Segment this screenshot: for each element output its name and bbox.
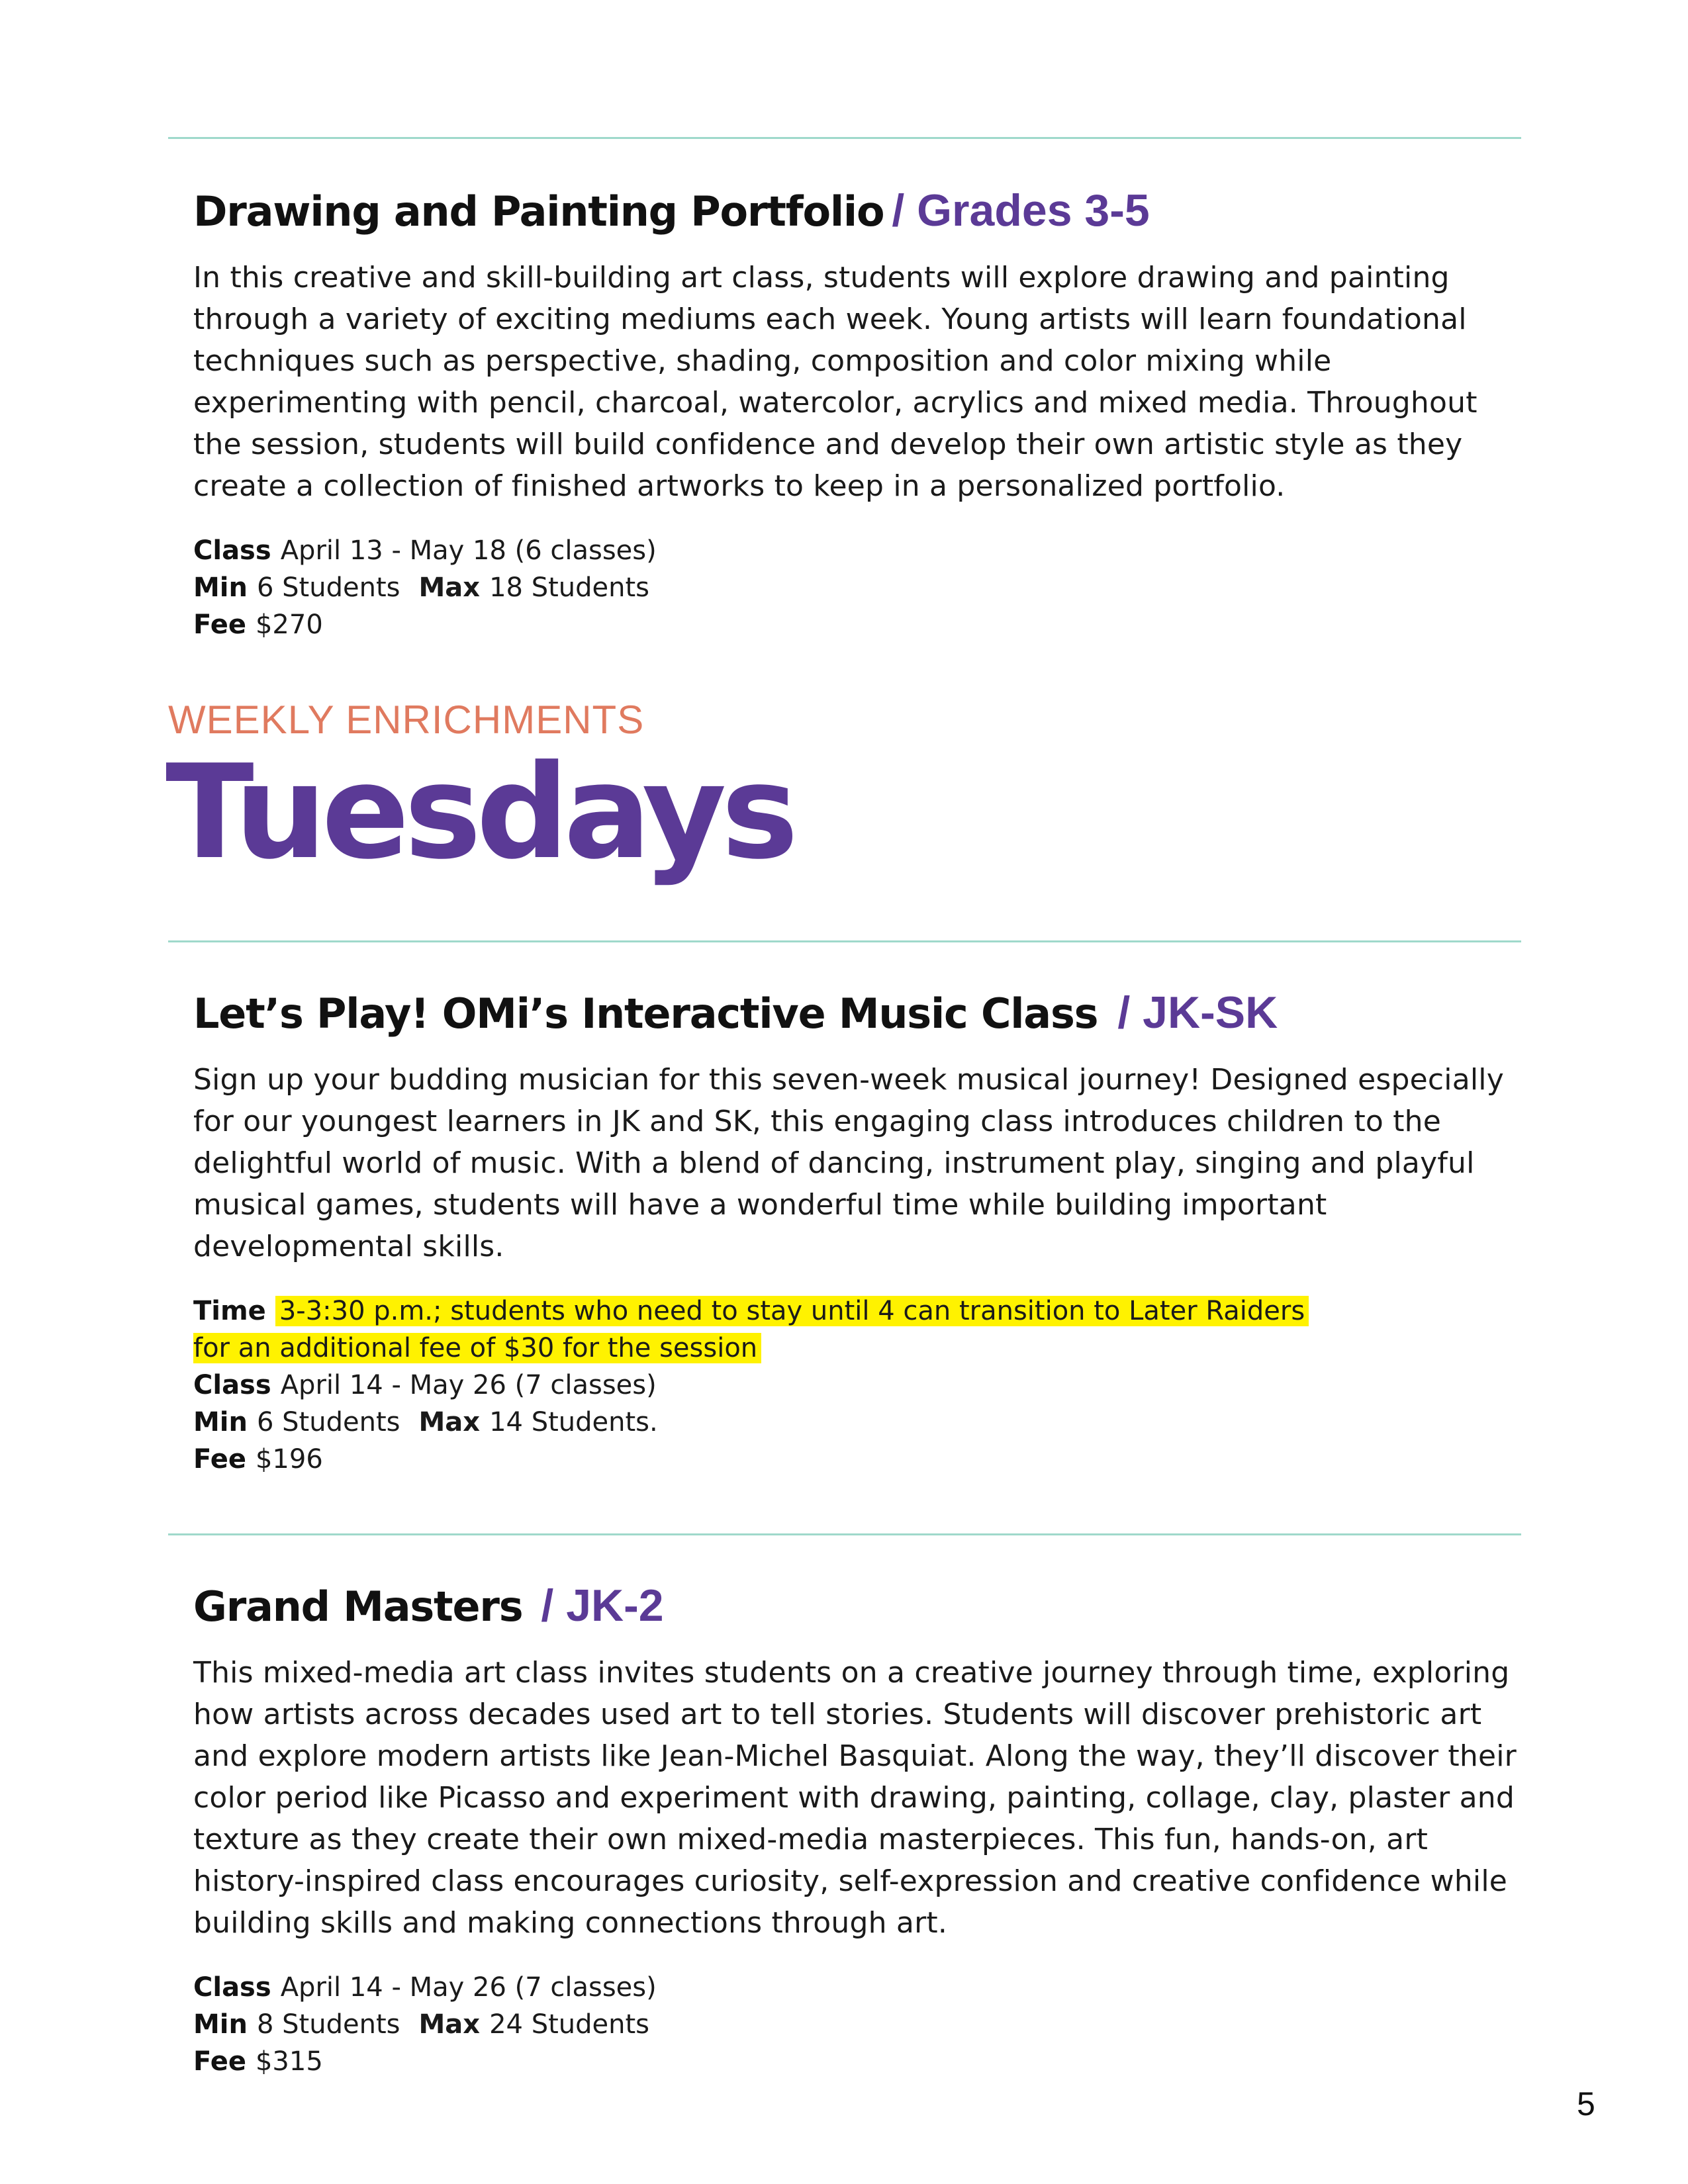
max-label: Max <box>418 2009 481 2040</box>
course-description: In this creative and skill-building art class, students will explore drawing and painting through a variety of exciting mediums each week. Young artists will learn foundational techniques such as perspective, shading, composition and color mixing while experimenting with pencil, charcoal, watercolor, acrylics and mixed media. Throughout the session, students will build confidence and develop their own artistic style as they create a collection of finished artworks to keep in a personalized portfolio. <box>193 261 1477 503</box>
max-students: 24 Students <box>489 2009 649 2040</box>
class-dates-row <box>193 1367 1517 1404</box>
fee-row <box>193 2043 1517 2080</box>
enrollment-row <box>193 2006 1517 2043</box>
fee-row <box>193 606 1517 643</box>
time-row-continued <box>193 1330 1517 1367</box>
course-name: Let’s Play! OMi’s Interactive Music Class <box>193 989 1098 1038</box>
time-label: Time <box>193 1296 266 1326</box>
course-grades: / Grades 3-5 <box>892 185 1150 236</box>
course-name: Grand Masters <box>193 1582 523 1631</box>
course-details <box>193 1293 1517 1478</box>
max-students: 14 Students. <box>489 1407 658 1437</box>
class-dates-row <box>193 532 1517 569</box>
min-label: Min <box>193 1407 248 1437</box>
fee-label: Fee <box>193 2046 246 2077</box>
class-dates: April 14 - May 26 (7 classes) <box>280 1370 657 1400</box>
class-dates: April 13 - May 18 (6 classes) <box>280 535 657 566</box>
section-divider <box>168 1533 1521 1535</box>
min-students: 6 Students <box>257 1407 400 1437</box>
section-divider <box>168 137 1521 139</box>
course-name: Drawing and Painting Portfolio <box>193 187 884 236</box>
fee-amount: $270 <box>255 610 323 640</box>
class-dates-row <box>193 1969 1517 2006</box>
class-dates: April 14 - May 26 (7 classes) <box>280 1972 657 2003</box>
min-label: Min <box>193 2009 248 2040</box>
course-description: Sign up your budding musician for this seven-week musical journey! Designed especially for our youngest learners in JK and SK, this engaging class introduces children to the delightful world of music. With a blend of dancing, instrument play, singing and playful musical games, students will have a wonderful time while building important developmental skills. <box>193 1063 1504 1263</box>
course-grades: / JK-SK <box>1117 987 1278 1038</box>
time-value-continued: for an additional fee of $30 for the session <box>193 1333 761 1363</box>
max-students: 18 Students <box>489 572 649 603</box>
course-title <box>193 185 1517 236</box>
section-kicker: WEEKLY ENRICHMENTS <box>168 698 645 742</box>
time-row <box>193 1293 1517 1330</box>
class-label: Class <box>193 1972 271 2003</box>
course-description: This mixed-media art class invites students on a creative journey through time, exploring how artists across decades used art to tell stories. Students will discover prehistoric art and explore modern artists like Jean-Michel Basquiat. Along the way, they’ll discover their color period like Picasso and experiment with drawing, painting, collage, clay, plaster and texture as they create their own mixed-media masterpieces. This fun, hands-on, art history-inspired class encourages curiosity, self-expression and creative confidence while building skills and making connections through art. <box>193 1656 1517 1940</box>
course-title <box>193 1580 1517 1631</box>
course-details <box>193 532 1517 643</box>
time-value: 3-3:30 p.m.; students who need to stay until 4 can transition to Later Raiders <box>275 1296 1309 1326</box>
class-label: Class <box>193 1370 271 1400</box>
course-grades: / JK-2 <box>541 1580 664 1631</box>
max-label: Max <box>418 1407 481 1437</box>
course-grand-masters <box>193 1580 1517 2080</box>
enrollment-row <box>193 1404 1517 1441</box>
min-students: 6 Students <box>257 572 400 603</box>
section-title: Tuesdays <box>165 737 794 888</box>
fee-amount: $196 <box>255 1444 323 1475</box>
fee-label: Fee <box>193 1444 246 1475</box>
fee-label: Fee <box>193 610 246 640</box>
min-students: 8 Students <box>257 2009 400 2040</box>
section-divider <box>168 940 1521 942</box>
fee-row <box>193 1441 1517 1478</box>
page-number: 5 <box>1577 2085 1595 2122</box>
course-interactive-music <box>193 987 1517 1478</box>
max-label: Max <box>418 572 481 603</box>
course-details <box>193 1969 1517 2080</box>
min-label: Min <box>193 572 248 603</box>
fee-amount: $315 <box>255 2046 323 2077</box>
class-label: Class <box>193 535 271 566</box>
enrollment-row <box>193 569 1517 606</box>
course-drawing-painting <box>193 185 1517 643</box>
course-title <box>193 987 1517 1038</box>
